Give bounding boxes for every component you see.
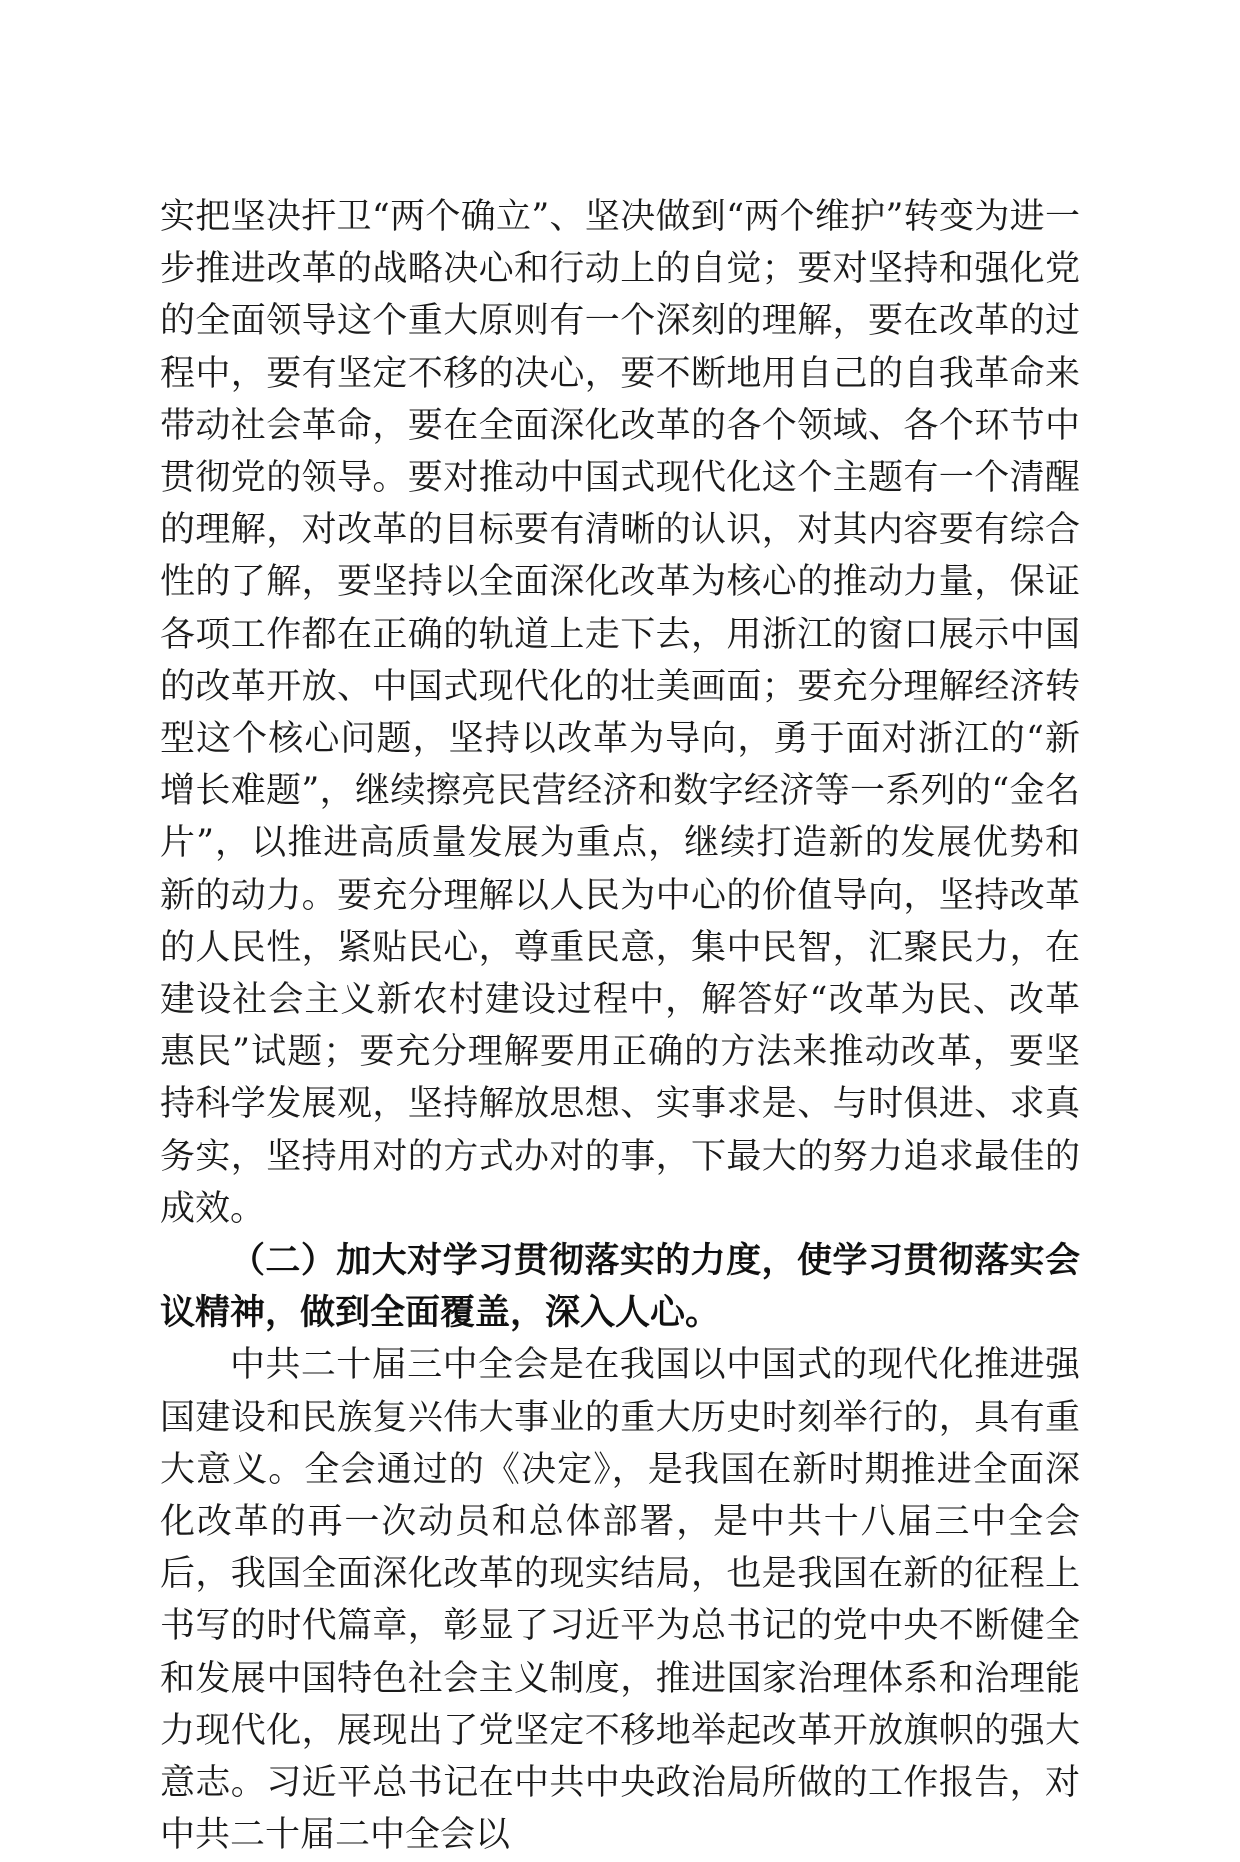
section-heading: （二）加大对学习贯彻落实的力度，使学习贯彻落实会议精神，做到全面覆盖，深入人心。 xyxy=(160,1241,1080,1334)
body-paragraph-continued: 实把坚决扞卫“两个确立”、坚决做到“两个维护”转变为进一步推进改革的战略决心和行动上的自觉；要对坚持和强化党的全面领导这个重大原则有一个深刻的理解，要在改革的过程中，要有坚定不移的决心，要不断地用自己的自我革命来带动社会革命，要在全面深化改革的各个领域、各个环节中贯彻党的领导。要对推动中国式现代化这个主题有一个清醒的理解，对改革的目标要有清晰的认识，对其内容要有综合性的了解，要坚持以全面深化改革为核心的推动力量，保证各项工作都在正确的轨道上走下去，用浙江的窗口展示中国的改革开放、中国式现代化的壮美画面；要充分理解经济转型这个核心问题，坚持以改革为导向，勇于面对浙江的“新增长难题”，继续擦亮民营经济和数字经济等一系列的“金名片”，以推进高质量发展为重点，继续打造新的发展优势和新的动力。要充分理解以人民为中心的价值导向，坚持改革的人民性，紧贴民心，尊重民意，集中民智，汇聚民力，在建设社会主义新农村建设过程中，解答好“改革为民、改革惠民”试题；要充分理解要用正确的方法来推动改革，要坚持科学发展观，坚持解放思想、实事求是、与时俱进、求真务实，坚持用对的方式办对的事，下最大的努力追求最佳的成效。 xyxy=(160,197,1080,1229)
body-paragraph: 中共二十届三中全会是在我国以中国式的现代化推进强国建设和民族复兴伟大事业的重大历史时刻举行的，具有重大意义。全会通过的《决定》，是我国在新时期推进全面深化改革的再一次动员和总体部署，是中共十八届三中全会后，我国全面深化改革的现实结局，也是我国在新的征程上书写的时代篇章，彰显了习近平为总书记的党中央不断健全和发展中国特色社会主义制度，推进国家治理体系和治理能力现代化，展现出了党坚定不移地举起改革开放旗帜的强大意志。习近平总书记在中共中央政治局所做的工作报告，对中共二十届二中全会以 xyxy=(160,1345,1080,1856)
document-body xyxy=(160,191,1080,1862)
